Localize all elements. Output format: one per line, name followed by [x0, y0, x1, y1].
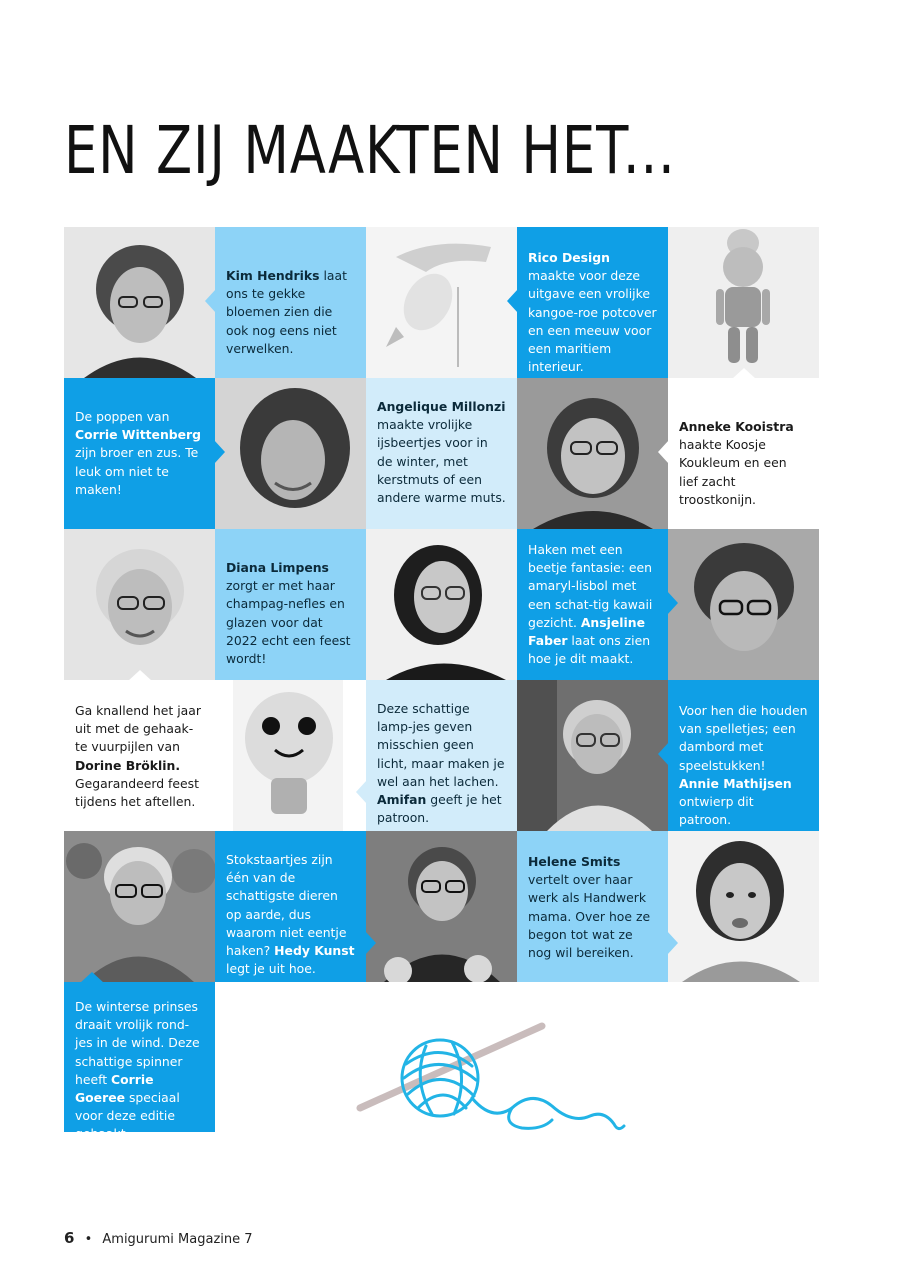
magazine-name: Amigurumi Magazine 7 [102, 1232, 253, 1247]
text-corrie-wittenberg [64, 378, 215, 529]
text-anneke-kooistra [668, 378, 819, 529]
contributor-text: Deze schattige lamp-jes geven misschien geen licht, maar maken je wel aan het lachen. [377, 701, 505, 789]
contributor-name: Dorine Bröklin. [75, 757, 181, 773]
contributor-text: Stokstaartjes zijn één van de schattigste dieren op aarde, dus waarom niet eentje haken? [226, 852, 347, 959]
contributor-name: Ansjeline Faber [528, 614, 645, 649]
contributor-name: Corrie Wittenberg [75, 427, 202, 443]
contributor-name: Diana Limpens [226, 560, 329, 575]
text-corrie-goeree [64, 982, 215, 1142]
contributor-text: De poppen van [75, 409, 170, 424]
photo-dorine-broklin [668, 529, 819, 680]
contributor-text: Ga knallend het jaar uit met de gehaak-te vuurpijlen van [75, 703, 201, 755]
text-dorine-broklin [64, 680, 215, 831]
yarn-ball-crochet-hook-illustration [352, 1020, 632, 1140]
text-annie-mathijsen [668, 680, 819, 831]
text-hedy-kunst [215, 831, 366, 982]
contributor-text: ontwierp dit patroon. [679, 794, 754, 828]
photo-seagull-toy [366, 227, 517, 378]
contributor-text: vertelt over haar werk als Handwerk mama. Over hoe ze begon tot wat ze nog wil bereiken. [528, 872, 651, 961]
contributor-text: maakte voor deze uitgave een vrolijke kangoe-roe potcover en een meeuw voor een maritiem interieur. [528, 268, 657, 375]
text-amifan [366, 680, 517, 831]
text-kim-hendriks [215, 227, 366, 378]
photo-helene-smits [668, 831, 819, 982]
contributor-name: Kim Hendriks [226, 268, 320, 283]
page-footer [64, 1229, 253, 1247]
photo-kim-hendriks [64, 227, 215, 378]
contributor-text: De winterse prinses draait vrolijk rond-jes in de wind. Deze schattige spinner heeft [75, 999, 200, 1087]
contributor-name: Corrie Goeree [75, 1071, 154, 1106]
contributor-name: Angelique Millonzi [377, 399, 506, 414]
contributor-text: maakte vrolijke ijsbeertjes voor in de winter, met kerstmuts of een andere warme muts. [377, 417, 506, 506]
contributor-text: laat ons zien hoe je dit maakt. [528, 633, 651, 667]
contributor-name: Helene Smits [528, 854, 621, 869]
contributor-name: Hedy Kunst [274, 943, 355, 959]
photo-koosje-doll [668, 227, 819, 378]
photo-lightbulb-toy [215, 680, 366, 831]
photo-anneke-kooistra [517, 378, 668, 529]
footer-separator: • [84, 1232, 93, 1247]
contributor-name: Rico Design [528, 250, 610, 265]
contributor-text: legt je uit hoe. [226, 961, 316, 977]
page-title: EN ZIJ MAAKTEN HET... [64, 112, 676, 189]
contributor-text: zorgt er met haar champag-nefles en glazen voor dat 2022 echt een feest wordt! [226, 578, 351, 667]
contributor-text: speciaal voor deze editie gehaakt. [75, 1090, 180, 1142]
photo-hedy-kunst [366, 831, 517, 982]
photo-annie-mathijsen [517, 680, 668, 831]
contributor-text: geeft je het patroon. [377, 792, 502, 826]
contributor-text: zijn broer en zus. Te leuk om niet te maken! [75, 445, 199, 497]
text-rico-design [517, 227, 668, 378]
contributor-text: Haken met een beetje fantasie: een amaryl-lisbol met een schat-tig kawaii gezicht. [528, 542, 653, 630]
contributor-grid [64, 227, 819, 1142]
contributor-text: haakte Koosje Koukleum en een lief zacht troostkonijn. [679, 437, 787, 507]
contributor-text: Gegarandeerd feest tijdens het aftellen. [75, 775, 199, 810]
photo-corrie-wittenberg [215, 378, 366, 529]
text-diana-limpens [215, 529, 366, 680]
photo-corrie-goeree [64, 831, 215, 982]
text-angelique-millonzi [366, 378, 517, 529]
contributor-name: Annie Mathijsen [679, 775, 792, 791]
page-number: 6 [64, 1229, 75, 1247]
contributor-name: Anneke Kooistra [679, 419, 794, 434]
contributor-text: Voor hen die houden van spelletjes; een dambord met speelstukken! [679, 703, 808, 773]
contributor-name: Amifan [377, 792, 427, 808]
text-helene-smits [517, 831, 668, 982]
photo-ansjeline-faber [366, 529, 517, 680]
photo-diana-limpens [64, 529, 215, 680]
contributor-text: laat ons te gekke bloemen zien die ook nog eens niet verwelken. [226, 268, 347, 356]
text-ansjeline-faber [517, 529, 668, 680]
